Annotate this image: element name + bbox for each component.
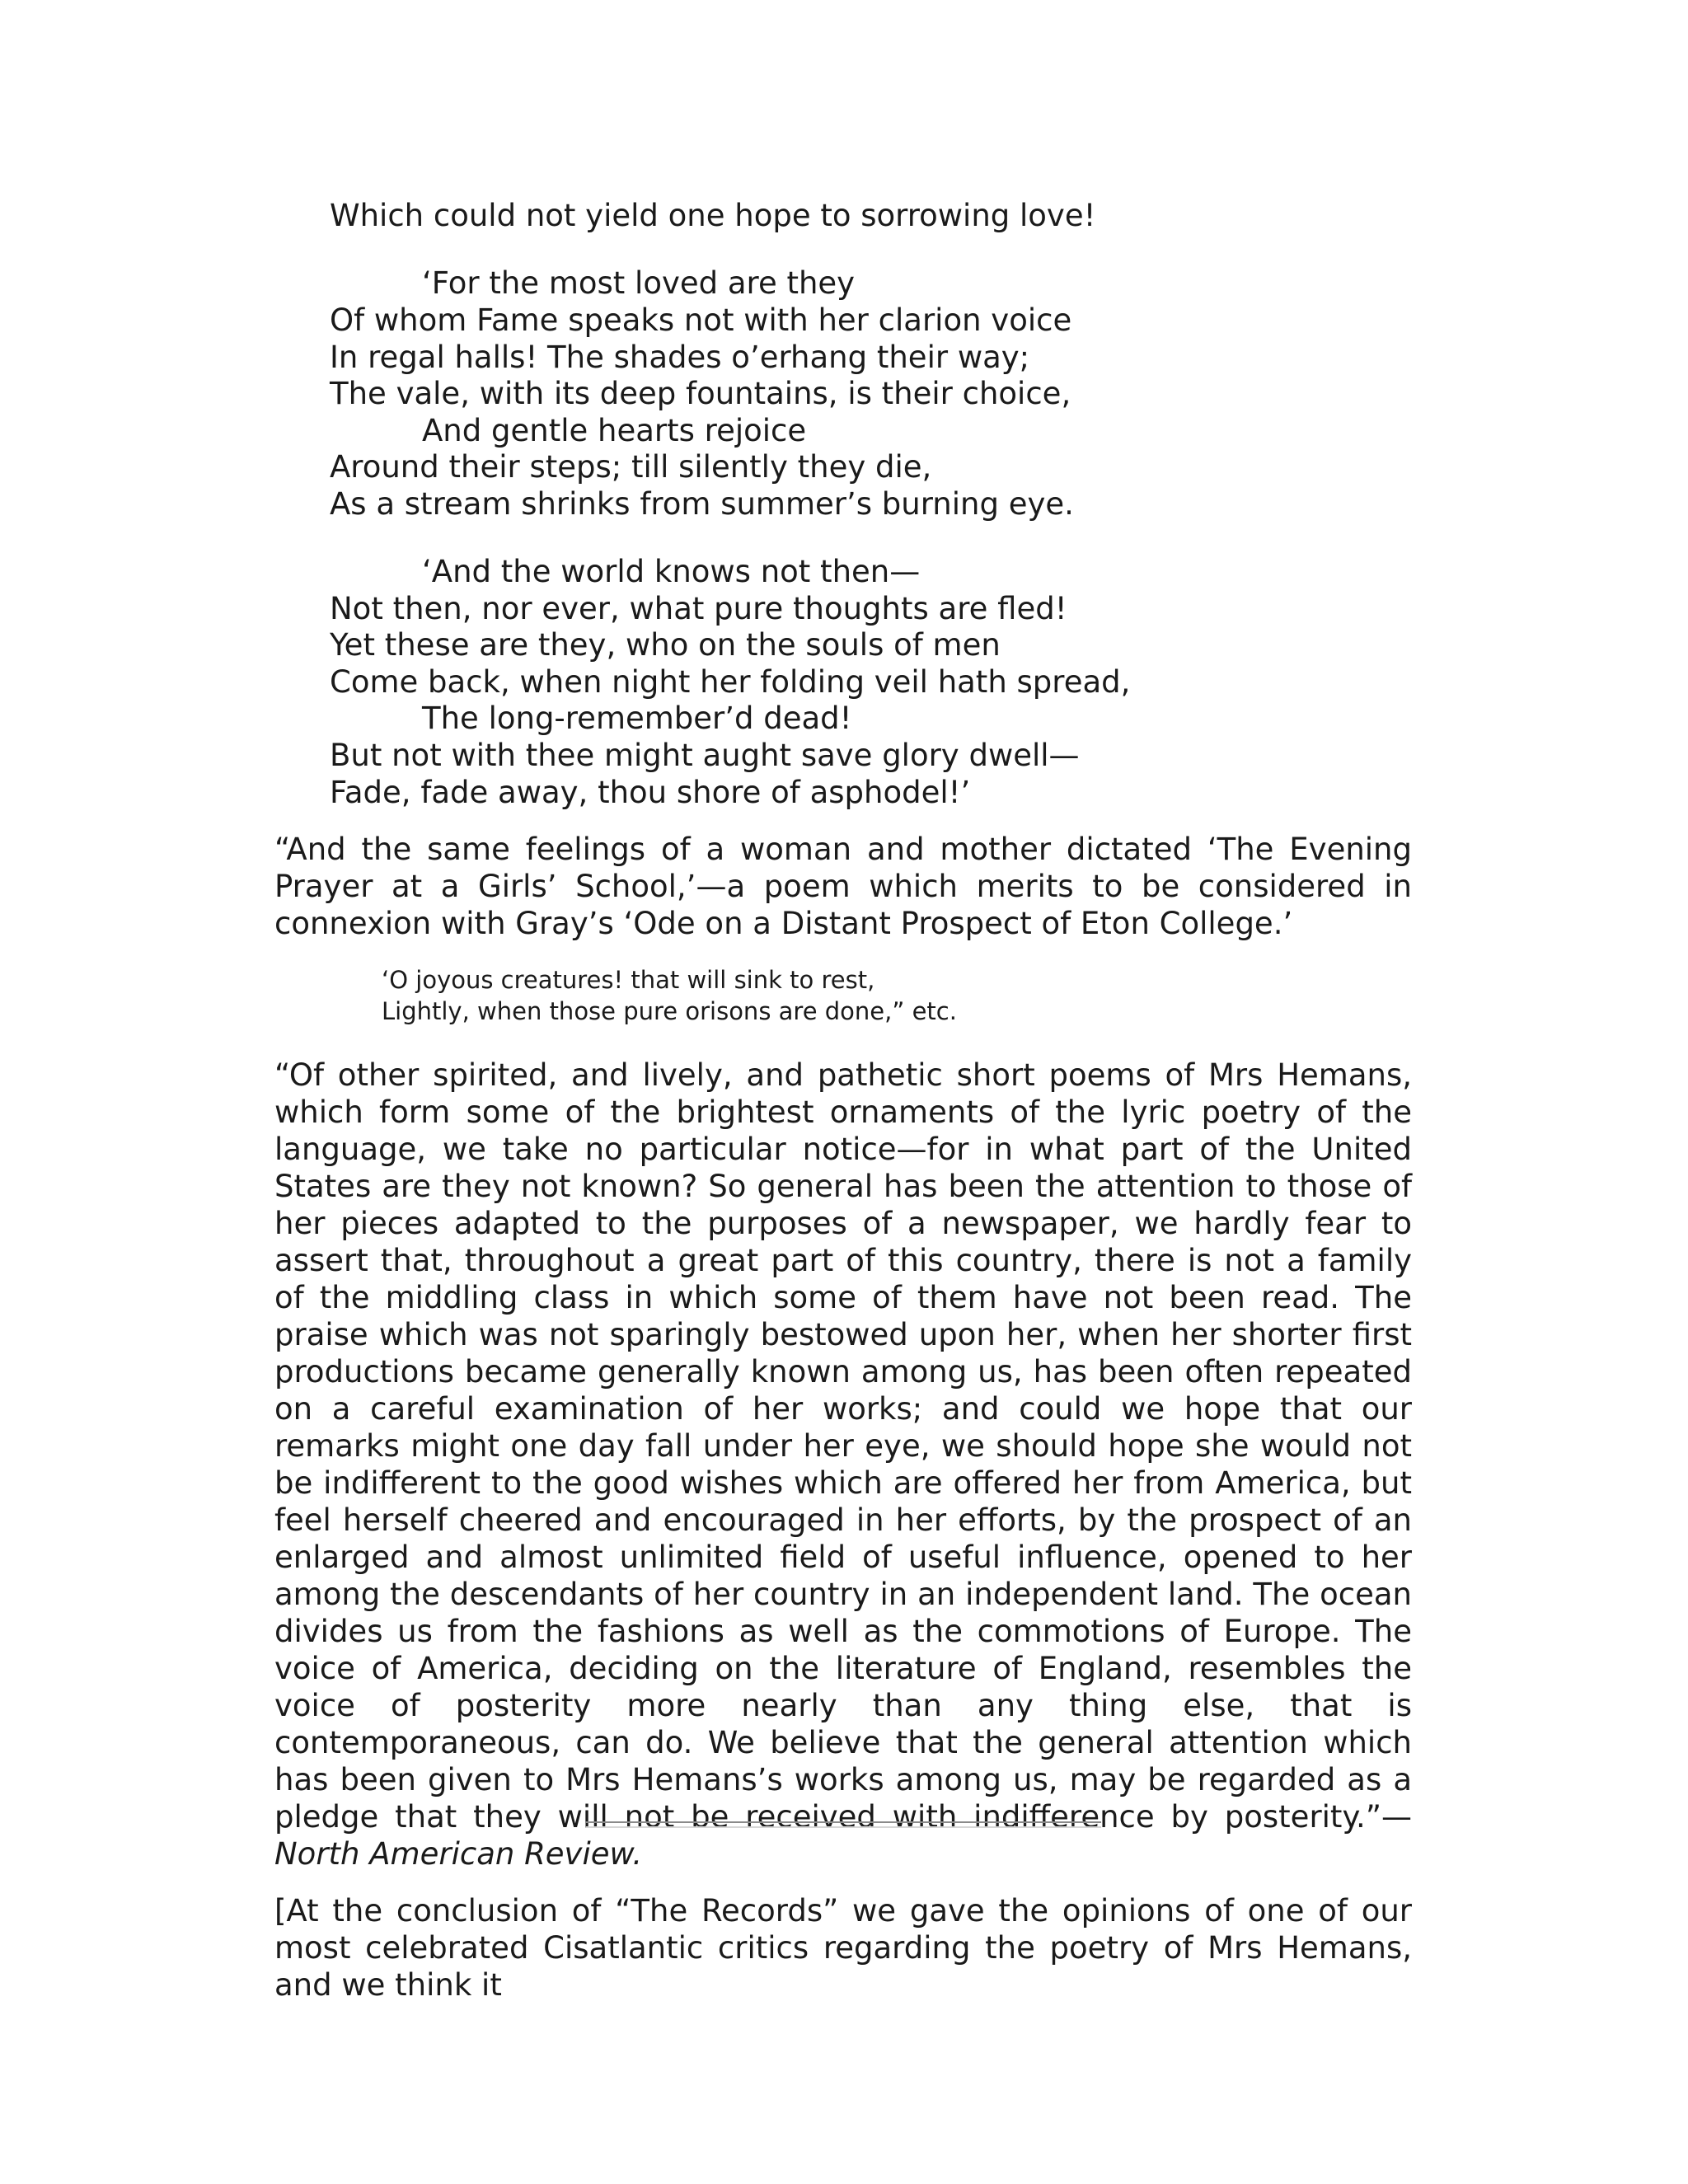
verse-line: Fade, fade away, thou shore of asphodel!’ — [330, 775, 971, 810]
verse-line: Yet these are they, who on the souls of men — [330, 627, 1001, 663]
source-attribution: North American Review. — [274, 1836, 643, 1872]
verse-line: Around their steps; till silently they die, — [330, 449, 932, 485]
verse-line: The vale, with its deep fountains, is their choice, — [330, 376, 1071, 411]
verse-line: The long-remember’d dead! — [422, 701, 852, 736]
verse-line: As a stream shrinks from summer’s burning eye. — [330, 486, 1074, 522]
quote-line: ‘O joyous creatures! that will sink to rest, — [382, 966, 875, 994]
verse-line: In regal halls! The shades o’erhang their way; — [330, 340, 1030, 375]
verse-line: Come back, when night her folding veil hath spread, — [330, 664, 1131, 700]
body-paragraph-3: [At the conclusion of “The Records” we gave the opinions of one of our most celebrated Cisatlantic critics regarding the poetry of Mrs Hemans, and we think it — [274, 1893, 1412, 2003]
paragraph-text: “Of other spirited, and lively, and pathetic short poems of Mrs Hemans, which form some of the brightest ornaments of the lyric poetry of the language, we take no particular notice—for in what part of the United States are they not known? So general has been the attention to those of her pieces adapted to the purposes of a newspaper, we hardly fear to assert that, throughout a great part of this country, there is not a family of the middling class in which some of them have not been read. The praise which was not sparingly bestowed upon her, when her shorter first productions became generally known among us, has been often repeated on a careful examination of her works; and could we hope that our remarks might one day fall under her eye, we should hope she would not be indifferent to the good wishes which are offered her from America, but feel herself cheered and encouraged in her efforts, by the prospect of an enlarged and almost unlimited field of useful influence, opened to her among the descendants of her country in an independent land. The ocean divides us from the fashions as well as the commotions of Europe. The voice of America, deciding on the literature of England, resembles the voice of posterity more nearly than any thing else, that is contemporaneous, can do. We believe that the general attention which has been given to Mrs Hemans’s works among us, may be regarded as a pledge that they will not be received with indifference by posterity.”— — [274, 1057, 1412, 1835]
verse-line: ‘And the world knows not then— — [422, 554, 921, 589]
verse-line: But not with thee might aught save glory dwell— — [330, 738, 1080, 773]
verse-line: ‘For the most loved are they — [422, 265, 856, 301]
verse-line: Not then, nor ever, what pure thoughts are fled! — [330, 591, 1067, 626]
section-divider — [585, 1821, 1101, 1828]
verse-line-intro: Which could not yield one hope to sorrowing love! — [330, 198, 1096, 233]
verse-line: Of whom Fame speaks not with her clarion voice — [330, 302, 1072, 338]
body-paragraph-1: “And the same feelings of a woman and mother dictated ‘The Evening Prayer at a Girls’ School,’—a poem which merits to be considered in connexion with Gray’s ‘Ode on a Distant Prospect of Eton College.’ — [274, 832, 1412, 941]
body-paragraph-2 — [274, 1057, 1412, 1872]
verse-line: And gentle hearts rejoice — [422, 413, 807, 448]
quote-line: Lightly, when those pure orisons are done,” etc. — [382, 997, 957, 1025]
